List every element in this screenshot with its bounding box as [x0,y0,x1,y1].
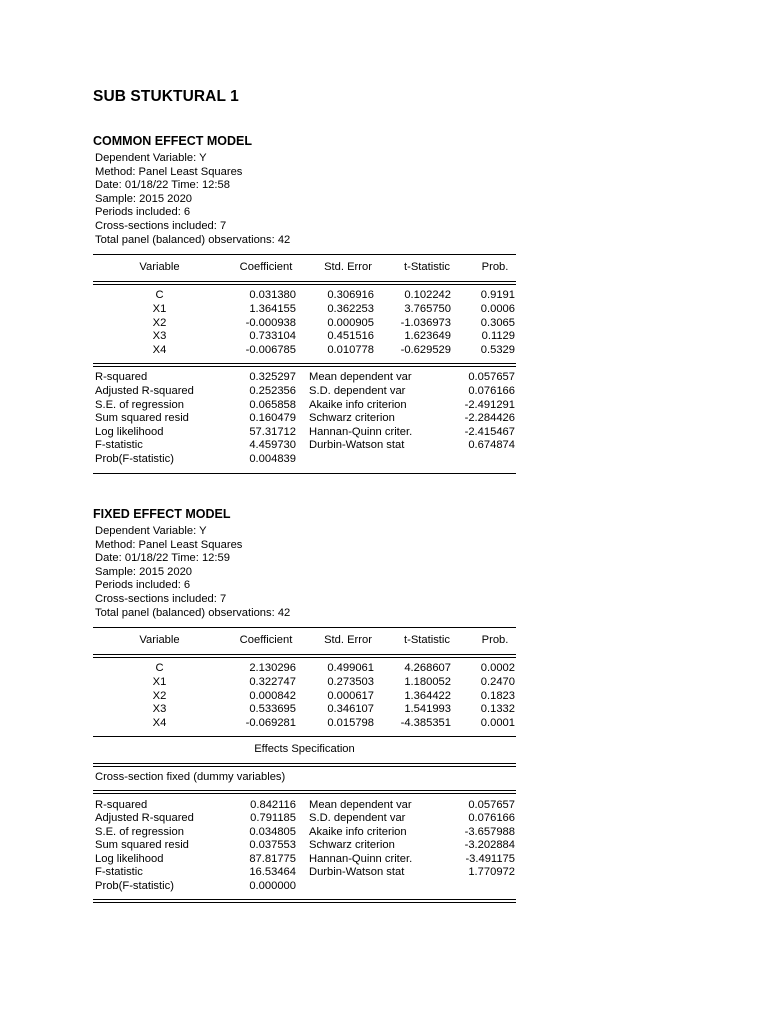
stats-row [93,880,516,894]
stat-value: 87.81775 [249,852,296,865]
common-effect-model-heading: COMMON EFFECT MODEL [93,134,253,148]
stat-value: 0.674874 [468,439,515,451]
header-prob: Prob. [481,634,509,646]
table-rule [93,473,516,474]
stat-value: 0.065858 [249,398,296,411]
stat-label: Adjusted R-squared [95,385,194,397]
cell-t-statistic: 1.541993 [404,703,451,715]
cell-prob: 0.0001 [480,716,515,729]
stat-value: 0.325297 [249,371,296,383]
header-t-statistic: t-Statistic [403,634,450,646]
cell-std-error: 0.499061 [327,662,374,674]
stats-row [93,826,516,840]
stats-row [93,853,516,867]
cell-std-error: 0.451516 [327,330,374,342]
header-coefficient: Coefficient [239,261,293,273]
table-row [93,717,516,731]
info-line: Periods included: 6 [95,579,191,592]
info-line: Cross-sections included: 7 [95,592,227,605]
info-line: Sample: 2015 2020 [95,565,193,578]
header-coefficient: Coefficient [239,634,293,646]
table-rule [93,254,516,255]
stat-label: Akaike info criterion [309,825,407,838]
cell-t-statistic: 0.102242 [404,289,451,301]
stat-label: R-squared [95,371,148,383]
cell-coefficient: 0.533695 [249,703,296,715]
cell-coefficient: 2.130296 [249,662,296,674]
stats-row [93,866,516,880]
table-rule [93,763,516,767]
cell-variable: X3 [152,330,167,342]
stat-label: R-squared [95,798,148,811]
cell-prob: 0.1129 [481,330,515,342]
stat-value: 0.160479 [249,412,296,424]
stat-value: -3.657988 [464,825,515,838]
stat-value: 0.057657 [468,371,515,383]
table-rule [93,363,516,367]
header-std-error: Std. Error [324,634,372,646]
stat-value: 0.252356 [249,385,296,397]
stat-label: Sum squared resid [95,412,189,424]
cell-std-error: 0.000617 [327,689,374,702]
effects-specification-title [93,743,516,757]
cell-prob: 0.0006 [480,303,515,315]
info-line: Dependent Variable: Y [95,152,207,164]
stat-label: Adjusted R-squared [95,812,194,824]
stat-value: -2.491291 [464,398,515,411]
stat-label: Durbin-Watson stat [309,439,405,451]
cell-std-error: 0.010778 [327,343,374,356]
cell-std-error: 0.015798 [327,716,374,729]
cell-prob: 0.9191 [480,289,515,301]
stat-value: 0.034805 [249,825,296,838]
stat-label: Hannan-Quinn criter. [309,425,413,438]
info-line: Date: 01/18/22 Time: 12:58 [95,179,230,192]
table-row [93,662,516,676]
table-row [93,303,516,317]
cell-variable: X1 [152,303,167,315]
info-line: Cross-sections included: 7 [95,219,227,232]
stat-label: Durbin-Watson stat [309,866,405,878]
stat-label: Hannan-Quinn criter. [309,852,413,865]
cell-variable: C [155,289,164,301]
stats-row [93,812,516,826]
stat-label: S.E. of regression [95,398,184,411]
stat-value: 0.791185 [250,812,296,824]
cell-coefficient: 1.364155 [249,303,296,315]
table-row [93,289,516,303]
cell-t-statistic: 3.765750 [404,303,451,315]
info-line: Method: Panel Least Squares [95,165,243,178]
cell-coefficient: -0.069281 [245,716,296,729]
cell-coefficient: -0.006785 [245,343,296,356]
stat-value: 0.076166 [468,812,515,824]
fixed-effect-model-heading: FIXED EFFECT MODEL [93,507,231,521]
page-title: SUB STUKTURAL 1 [93,88,239,105]
header-prob: Prob. [481,261,509,273]
info-line: Sample: 2015 2020 [95,192,193,205]
cell-std-error: 0.273503 [327,676,374,688]
table-row [93,330,516,344]
effects-specification-value: Cross-section fixed (dummy variables) [95,771,286,783]
cell-t-statistic: 1.180052 [404,676,451,688]
stat-value: 16.53464 [249,866,296,878]
stat-label: Mean dependent var [309,798,412,811]
cell-t-statistic: 1.364422 [404,689,451,702]
table-row [93,344,516,358]
effects-specification-line [93,771,516,785]
stat-value: 4.459730 [249,439,296,451]
stat-label: Akaike info criterion [309,398,407,411]
cell-t-statistic: -1.036973 [400,316,451,329]
table-rule [93,281,516,285]
table-rule [93,654,516,658]
table-rule [93,790,516,794]
stats-row [93,371,516,385]
cell-coefficient: -0.000938 [245,316,296,329]
cell-std-error: 0.346107 [327,703,374,715]
info-line: Date: 01/18/22 Time: 12:59 [95,552,230,565]
stats-row [93,439,516,453]
cell-t-statistic: 4.268607 [404,662,451,674]
common-effect-model-info [95,152,290,247]
cell-prob: 0.3065 [480,316,515,329]
stat-label: Log likelihood [95,425,164,438]
stats-row [93,426,516,440]
table-row [93,676,516,690]
cell-variable: X4 [152,716,167,729]
header-t-statistic: t-Statistic [403,261,450,273]
stat-value: -3.202884 [464,839,515,851]
stats-row [93,399,516,413]
stat-label: Log likelihood [95,852,164,865]
cell-prob: 0.2470 [480,676,515,688]
cell-prob: 0.1332 [480,703,515,715]
stat-label: Schwarz criterion [309,839,395,851]
stats-row [93,453,516,467]
stat-label: Prob(F-statistic) [95,879,174,892]
info-line: Total panel (balanced) observations: 42 [95,233,291,246]
stat-label: Schwarz criterion [309,412,395,424]
info-line: Method: Panel Least Squares [95,538,243,551]
cell-variable: C [155,662,164,674]
stat-value: -2.284426 [464,412,515,424]
table-rule [93,627,516,628]
stats-row [93,799,516,813]
cell-prob: 0.0002 [480,662,515,674]
stats-row [93,385,516,399]
cell-coefficient: 0.031380 [249,289,296,301]
stat-value: 0.004839 [249,452,296,465]
stat-value: 0.842116 [250,798,296,811]
table-row [93,317,516,331]
stat-label: Prob(F-statistic) [95,452,174,465]
stat-value: 0.076166 [468,385,515,397]
cell-coefficient: 0.733104 [249,330,296,342]
table-row [93,703,516,717]
cell-std-error: 0.362253 [327,303,374,315]
table-header-row [93,261,516,275]
cell-variable: X2 [152,316,167,329]
table-row [93,690,516,704]
stats-row [93,412,516,426]
stat-label: F-statistic [95,866,143,878]
stat-value: 0.037553 [249,839,296,851]
stat-label: S.D. dependent var [309,812,406,824]
cell-coefficient: 0.322747 [249,676,296,688]
cell-variable: X2 [152,689,167,702]
info-line: Dependent Variable: Y [95,525,207,537]
cell-t-statistic: -0.629529 [400,343,451,356]
cell-variable: X4 [152,343,167,356]
cell-coefficient: 0.000842 [249,689,296,702]
header-variable: Variable [139,634,180,646]
stat-value: -3.491175 [465,852,515,865]
table-rule [93,899,516,903]
stat-label: F-statistic [95,439,143,451]
stat-value: 1.770972 [468,866,515,878]
fixed-effect-model-info [95,525,290,620]
stats-row [93,839,516,853]
header-variable: Variable [139,261,180,273]
stat-value: 57.31712 [249,425,296,438]
stat-value: 0.057657 [468,798,515,811]
cell-std-error: 0.306916 [327,289,374,301]
stat-label: Sum squared resid [95,839,189,851]
cell-prob: 0.5329 [480,343,515,356]
cell-t-statistic: 1.623649 [404,330,451,342]
header-std-error: Std. Error [324,261,372,273]
stat-label: S.D. dependent var [309,385,406,397]
stat-value: 0.000000 [249,879,296,892]
cell-prob: 0.1823 [480,689,515,702]
stat-value: -2.415467 [464,425,515,438]
table-header-row [93,634,516,648]
effects-specification-label: Effects Specification [254,743,355,755]
cell-std-error: 0.000905 [327,316,374,329]
cell-variable: X3 [152,703,167,715]
info-line: Periods included: 6 [95,206,191,219]
cell-variable: X1 [152,676,167,688]
info-line: Total panel (balanced) observations: 42 [95,606,291,619]
stat-label: S.E. of regression [95,825,184,838]
stat-label: Mean dependent var [309,371,412,383]
cell-t-statistic: -4.385351 [400,716,451,729]
table-rule [93,736,516,737]
